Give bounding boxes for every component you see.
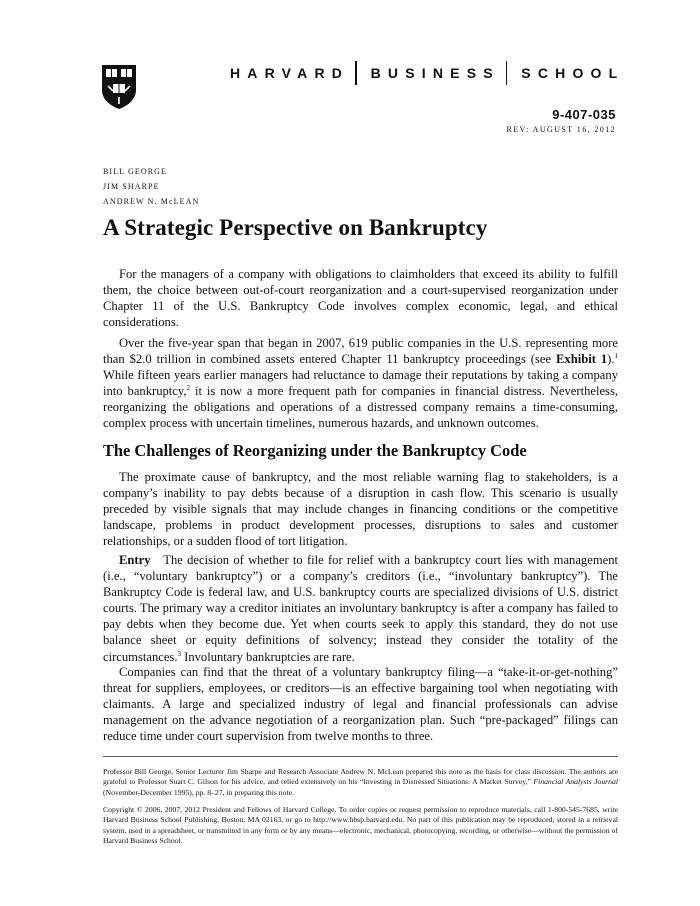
document-title: A Strategic Perspective on Bankruptcy	[103, 215, 488, 240]
revision-date: REV: AUGUST 16, 2012	[506, 125, 616, 134]
masthead-divider	[355, 61, 357, 85]
intro-paragraph-1: For the managers of a company with obligations to claimholders that exceed its ability to fulfill them, the choice between out-of-court reorganization and a court-supervised reorganization under Chapter 11 of the U.S. Bankruptcy Code involves complex economic, legal, and ethical considerations.	[103, 267, 618, 330]
section-paragraph-1: The proximate cause of bankruptcy, and the most reliable warning flag to stakeholders, is a company’s inability to pay debts because of a disruption in cash flow. This scenario is usually preceded by visible signals that may include changes in financing conditions or the competitive landscape, problems in product development processes, disruptions to sales and customer relationships, or a sudden flood of tort litigation.	[103, 470, 618, 549]
section-heading: The Challenges of Reorganizing under the Bankruptcy Code	[103, 441, 527, 460]
copyright-notice: Copyright © 2006, 2007, 2012 President and Fellows of Harvard College. To order copies or request permission to reproduce materials, call 1-800-545-7685, write Harvard Business School Publishing, Boston, MA 02163, or go to http://www.hbsp.harvard.edu. No part of this publication may be reproduced, stored in a retrieval system, used in a spreadsheet, or transmitted in any form or by any means—electronic, mechanical, photocopying, recording, or otherwise—without the permission of Harvard Business School.	[103, 805, 618, 845]
section-paragraph-3: Companies can find that the threat of a voluntary bankruptcy filing—a “take-it-or-get-nothing” threat for suppliers, employees, or creditors—is an effective bargaining tool when negotiating with claimants. A large and specialized industry of legal and financial professionals can advise management on the advance negotiation of a reorganization plan. Such “pre-packaged” filings can reduce time under court supervision from twelve months to three.	[103, 665, 618, 744]
masthead-word-school: SCHOOL	[521, 65, 625, 81]
exhibit-reference: Exhibit 1	[556, 352, 608, 367]
run-in-heading: Entry	[119, 553, 151, 567]
author-name: JIM SHARPE	[103, 182, 160, 191]
author-name: ANDREW N. McLEAN	[103, 197, 200, 206]
footnote-divider	[103, 756, 618, 757]
document-number: 9-407-035	[552, 107, 616, 122]
author-list	[103, 164, 199, 209]
footnote-marker: 1	[614, 351, 618, 360]
intro-paragraph-2: Over the five-year span that began in 2007, 619 public companies in the U.S. representing more than $2.0 trillion in combined assets entered Chapter 11 bankruptcy proceedings (see Exhibit 1).$^1$ While fifteen years earlier managers had reluctance to damage their reputations by taking a company into bankruptcy,$^2$ it is now a more frequent path for companies in financial distress. Nevertheless, reorganizing the obligations and operations of a distressed company remains a time-consuming, complex process with uncertain timelines, numerous hazards, and unknown outcomes.	[103, 336, 618, 431]
footnote-marker: 2	[186, 384, 191, 393]
masthead-word-business: BUSINESS	[370, 65, 500, 81]
masthead-divider	[506, 61, 508, 85]
harvard-shield-logo	[101, 64, 137, 110]
author-name: BILL GEORGE	[103, 167, 168, 176]
section-paragraph-entry: Entry The decision of whether to file for relief with a bankruptcy court lies with management (i.e., “voluntary bankruptcy”) or a company’s creditors (i.e., “involuntary bankruptcy”). The Bankruptcy Code is federal law, and U.S. bankruptcy courts are specialized divisions of U.S. district courts. The primary way a creditor initiates an involuntary bankruptcy is after a company has failed to pay debts when they become due. Yet when courts seek to apply this standard, they do not use balance sheet or equity definitions of solvency; instead they consider the totality of the circumstances.$^3$ Involuntary bankruptcies are rare.	[103, 553, 619, 664]
school-masthead	[230, 64, 624, 82]
masthead-word-harvard: HARVARD	[230, 65, 350, 81]
footnote-marker: 3	[177, 649, 181, 658]
author-note: Professor Bill George, Senior Lecturer Jim Sharpe and Research Associate Andrew N. McLean prepared this note as the basis for class discussion. The authors are grateful to Professor Suart C. Gilson for his advice, and relied extensively on his “Investing in Distressed Situations: A Market Survey,” Financial Analysts Journal (November-December 1995), pp. 8–27, in preparing this note.	[103, 767, 618, 797]
